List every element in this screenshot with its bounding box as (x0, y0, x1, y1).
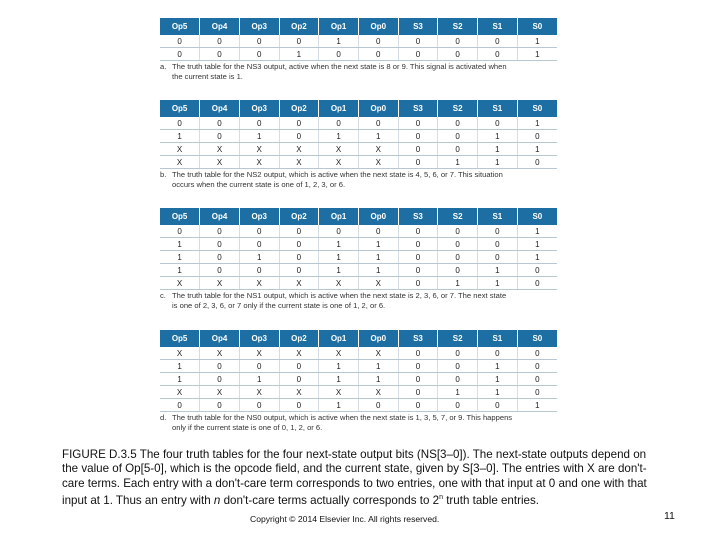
table-cell: 0 (200, 238, 240, 251)
table-cell: 0 (200, 360, 240, 373)
table-cell: X (358, 143, 398, 156)
table-cell: X (200, 156, 240, 169)
table-cell: 0 (239, 48, 279, 61)
table-cell: 0 (200, 35, 240, 48)
table-cell: 0 (160, 48, 200, 61)
table-cell: 0 (517, 360, 557, 373)
table-row (160, 143, 557, 156)
column-header-s2: S2 (438, 18, 478, 35)
table-cell: 1 (319, 399, 359, 412)
table-cell: X (160, 386, 200, 399)
table-cell: 0 (239, 117, 279, 130)
figure-caption-n: n (213, 493, 221, 507)
table-cell: 0 (398, 347, 438, 360)
table-caption-ns3 (160, 62, 562, 81)
table-cell: 1 (517, 35, 557, 48)
table-cell: 0 (358, 35, 398, 48)
table-cell: X (160, 143, 200, 156)
table-cell: 1 (160, 238, 200, 251)
table-cell: 0 (517, 347, 557, 360)
table-cell: 1 (478, 143, 518, 156)
table-cell: 0 (398, 264, 438, 277)
table-cell: 0 (200, 251, 240, 264)
page-number: 11 (664, 510, 675, 522)
column-header-op2: Op2 (279, 330, 319, 347)
truth-table-ns1 (160, 208, 557, 290)
table-cell: 0 (160, 35, 200, 48)
column-header-s2: S2 (438, 100, 478, 117)
table-cell: 0 (398, 386, 438, 399)
table-cell: 0 (438, 35, 478, 48)
table-cell: X (200, 143, 240, 156)
table-cell: 1 (438, 277, 478, 290)
table-cell: 0 (398, 277, 438, 290)
table-caption-ns2 (160, 170, 562, 189)
table-cell: 0 (438, 143, 478, 156)
table-cell: 0 (517, 277, 557, 290)
table-cell: 1 (319, 264, 359, 277)
table-cell: X (279, 386, 319, 399)
table-cell: 1 (517, 48, 557, 61)
table-cell: X (279, 143, 319, 156)
table-cell: 0 (319, 225, 359, 238)
table-caption-ns1 (160, 291, 562, 310)
table-row (160, 360, 557, 373)
caption-line-1: The truth table for the NS0 output, which is active when the next state is 1, 3, 5, 7, or 9. This happens (172, 413, 513, 422)
table-cell: 0 (478, 35, 518, 48)
table-cell: X (319, 277, 359, 290)
table-cell: 0 (438, 373, 478, 386)
table-cell: 0 (398, 35, 438, 48)
table-cell: 1 (517, 399, 557, 412)
table-cell: 1 (358, 238, 398, 251)
column-header-op1: Op1 (319, 18, 359, 35)
table-cell: 1 (319, 35, 359, 48)
table-cell: 0 (319, 117, 359, 130)
table-row (160, 347, 557, 360)
table-cell: 0 (358, 225, 398, 238)
table-cell: 1 (358, 264, 398, 277)
caption-label: c. (160, 291, 166, 300)
caption-line-2: the current state is 1. (172, 71, 243, 81)
table-cell: 0 (398, 225, 438, 238)
caption-line-2: only if the current state is one of 0, 1, 2, or 6. (172, 422, 323, 432)
truth-table-ns3 (160, 18, 557, 61)
column-header-s1: S1 (478, 208, 518, 225)
table-cell: 1 (517, 143, 557, 156)
table-row (160, 277, 557, 290)
table-cell: 0 (438, 360, 478, 373)
table-cell: 1 (239, 251, 279, 264)
table-row (160, 48, 557, 61)
table-cell: 0 (398, 373, 438, 386)
table-cell: 0 (239, 225, 279, 238)
table-cell: 1 (160, 373, 200, 386)
table-cell: 1 (319, 238, 359, 251)
table-row (160, 238, 557, 251)
table-cell: 1 (319, 130, 359, 143)
table-cell: 0 (438, 130, 478, 143)
table-cell: 0 (438, 225, 478, 238)
table-cell: 1 (239, 130, 279, 143)
table-cell: 0 (438, 347, 478, 360)
table-cell: 0 (478, 117, 518, 130)
table-caption-ns0 (160, 413, 562, 432)
caption-line-2: is one of 2, 3, 6, or 7 only if the current state is one of 1, 2, or 6. (172, 300, 386, 310)
figure-caption (62, 448, 662, 508)
column-header-op4: Op4 (200, 208, 240, 225)
table-cell: 1 (358, 130, 398, 143)
table-row (160, 399, 557, 412)
column-header-op5: Op5 (160, 100, 200, 117)
column-header-s1: S1 (478, 100, 518, 117)
table-cell: 1 (319, 360, 359, 373)
table-cell: 0 (319, 48, 359, 61)
table-row (160, 386, 557, 399)
table-cell: 1 (517, 251, 557, 264)
table-cell: 1 (517, 238, 557, 251)
table-cell: 0 (438, 264, 478, 277)
table-cell: 1 (478, 130, 518, 143)
table-header-row (160, 18, 557, 35)
column-header-op0: Op0 (358, 100, 398, 117)
table-cell: 0 (160, 117, 200, 130)
table-cell: 1 (478, 386, 518, 399)
column-header-op5: Op5 (160, 330, 200, 347)
caption-label: b. (160, 170, 167, 179)
column-header-op1: Op1 (319, 100, 359, 117)
table-cell: 0 (398, 360, 438, 373)
table-row (160, 251, 557, 264)
column-header-s2: S2 (438, 330, 478, 347)
table-cell: X (200, 386, 240, 399)
column-header-op3: Op3 (239, 100, 279, 117)
table-cell: X (319, 143, 359, 156)
table-cell: 1 (319, 373, 359, 386)
table-cell: 0 (279, 373, 319, 386)
table-cell: 0 (517, 373, 557, 386)
column-header-op3: Op3 (239, 330, 279, 347)
table-cell: 0 (398, 156, 438, 169)
truth-table-ns1-block (160, 208, 558, 310)
table-cell: 0 (200, 117, 240, 130)
table-cell: 0 (358, 48, 398, 61)
table-cell: X (319, 347, 359, 360)
table-cell: X (279, 347, 319, 360)
table-cell: 1 (160, 264, 200, 277)
truth-table-ns3-block (160, 18, 558, 81)
table-header-row (160, 208, 557, 225)
table-cell: 0 (398, 238, 438, 251)
table-cell: 1 (478, 360, 518, 373)
table-cell: 0 (279, 264, 319, 277)
column-header-op1: Op1 (319, 330, 359, 347)
table-cell: X (319, 156, 359, 169)
table-row (160, 117, 557, 130)
table-cell: 1 (160, 360, 200, 373)
figure-caption-text-end: truth table entries. (442, 493, 540, 507)
caption-label: d. (160, 413, 167, 422)
table-cell: 0 (517, 130, 557, 143)
table-cell: 0 (279, 360, 319, 373)
figure-caption-exponent: n (439, 493, 443, 501)
table-cell: 1 (358, 251, 398, 264)
table-cell: 0 (478, 238, 518, 251)
table-cell: 1 (239, 373, 279, 386)
table-cell: 0 (398, 117, 438, 130)
table-cell: 1 (517, 117, 557, 130)
truth-table-ns0-block (160, 330, 558, 432)
table-cell: X (160, 347, 200, 360)
table-cell: 0 (239, 264, 279, 277)
column-header-s1: S1 (478, 330, 518, 347)
column-header-op0: Op0 (358, 208, 398, 225)
table-cell: 0 (279, 117, 319, 130)
column-header-op0: Op0 (358, 330, 398, 347)
table-cell: 0 (239, 399, 279, 412)
table-cell: 0 (478, 251, 518, 264)
caption-line-2: occurs when the current state is one of 1, 2, 3, or 6. (172, 179, 346, 189)
copyright-notice: Copyright © 2014 Elsevier Inc. All rights reserved. (250, 514, 440, 524)
table-cell: 0 (438, 238, 478, 251)
figure-caption-text: FIGURE D.3.5 The four truth tables for the four next-state output bits (NS[3–0]). The next-state outputs depend on the value of Op[5-0], which is the opcode field, and the current state, given by S[3–0]. The entries with X are don't-care terms. Each entry with a don't-care term corresponds to two entries, one with that input at 0 and one with that input at 1. Thus an entry with (62, 448, 647, 507)
table-row (160, 264, 557, 277)
table-cell: 0 (517, 156, 557, 169)
table-cell: 0 (478, 347, 518, 360)
column-header-s3: S3 (398, 208, 438, 225)
table-cell: 0 (279, 399, 319, 412)
table-cell: 0 (398, 48, 438, 61)
table-cell: X (239, 277, 279, 290)
column-header-op2: Op2 (279, 18, 319, 35)
table-cell: 0 (438, 399, 478, 412)
table-cell: 1 (517, 225, 557, 238)
caption-line-1: The truth table for the NS1 output, which is active when the next state is 2, 3, 6, or 7. The next state (172, 291, 507, 300)
table-cell: 0 (398, 251, 438, 264)
table-cell: X (239, 386, 279, 399)
table-cell: X (358, 156, 398, 169)
table-cell: 0 (200, 130, 240, 143)
column-header-op3: Op3 (239, 18, 279, 35)
table-cell: 0 (160, 225, 200, 238)
table-row (160, 156, 557, 169)
table-cell: 0 (398, 399, 438, 412)
column-header-op2: Op2 (279, 208, 319, 225)
column-header-op5: Op5 (160, 208, 200, 225)
table-cell: 1 (358, 373, 398, 386)
table-cell: 1 (358, 360, 398, 373)
table-cell: 0 (200, 264, 240, 277)
truth-table-ns0 (160, 330, 557, 412)
table-cell: 0 (358, 399, 398, 412)
table-cell: X (160, 156, 200, 169)
table-cell: 1 (160, 130, 200, 143)
table-cell: 0 (438, 117, 478, 130)
column-header-op0: Op0 (358, 18, 398, 35)
table-cell: 0 (398, 130, 438, 143)
column-header-op4: Op4 (200, 100, 240, 117)
table-cell: 0 (279, 238, 319, 251)
table-cell: 0 (358, 117, 398, 130)
truth-table-ns2 (160, 100, 557, 169)
column-header-op4: Op4 (200, 18, 240, 35)
table-cell: 1 (160, 251, 200, 264)
column-header-s0: S0 (517, 208, 557, 225)
table-row (160, 35, 557, 48)
table-cell: 0 (239, 35, 279, 48)
table-cell: 0 (438, 48, 478, 61)
column-header-s0: S0 (517, 100, 557, 117)
column-header-s2: S2 (438, 208, 478, 225)
column-header-op4: Op4 (200, 330, 240, 347)
table-cell: 1 (478, 277, 518, 290)
table-cell: 0 (398, 143, 438, 156)
table-cell: 0 (279, 35, 319, 48)
column-header-s3: S3 (398, 100, 438, 117)
table-row (160, 225, 557, 238)
table-cell: X (358, 277, 398, 290)
table-cell: 0 (200, 373, 240, 386)
column-header-op3: Op3 (239, 208, 279, 225)
table-cell: 0 (239, 360, 279, 373)
caption-line-1: The truth table for the NS2 output, which is active when the next state is 4, 5, 6, or 7. This situation (172, 170, 503, 179)
table-cell: 0 (279, 130, 319, 143)
column-header-s0: S0 (517, 330, 557, 347)
table-cell: 1 (478, 156, 518, 169)
column-header-s3: S3 (398, 330, 438, 347)
table-cell: 0 (478, 399, 518, 412)
table-cell: X (239, 143, 279, 156)
table-cell: 0 (279, 225, 319, 238)
table-cell: 1 (478, 373, 518, 386)
table-cell: X (279, 156, 319, 169)
truth-table-ns2-block (160, 100, 558, 189)
table-cell: 0 (478, 225, 518, 238)
table-cell: X (239, 347, 279, 360)
table-cell: X (239, 156, 279, 169)
table-cell: 0 (279, 251, 319, 264)
caption-label: a. (160, 62, 167, 71)
table-cell: X (358, 386, 398, 399)
figure-caption-text-mid: don't-care terms actually corresponds to 2 (220, 493, 440, 507)
column-header-op1: Op1 (319, 208, 359, 225)
table-cell: 1 (319, 251, 359, 264)
table-cell: 0 (160, 399, 200, 412)
table-cell: X (358, 347, 398, 360)
table-cell: 0 (200, 48, 240, 61)
table-cell: 1 (279, 48, 319, 61)
column-header-s0: S0 (517, 18, 557, 35)
table-header-row (160, 330, 557, 347)
table-row (160, 373, 557, 386)
table-cell: 0 (239, 238, 279, 251)
table-cell: 0 (517, 264, 557, 277)
table-cell: 0 (438, 251, 478, 264)
table-cell: X (319, 386, 359, 399)
column-header-op2: Op2 (279, 100, 319, 117)
table-cell: 0 (200, 225, 240, 238)
table-cell: 0 (200, 399, 240, 412)
column-header-s3: S3 (398, 18, 438, 35)
table-cell: 0 (478, 48, 518, 61)
table-header-row (160, 100, 557, 117)
column-header-s1: S1 (478, 18, 518, 35)
table-cell: 0 (517, 386, 557, 399)
table-cell: X (279, 277, 319, 290)
table-cell: X (160, 277, 200, 290)
table-cell: 1 (438, 386, 478, 399)
column-header-op5: Op5 (160, 18, 200, 35)
table-cell: X (200, 347, 240, 360)
table-row (160, 130, 557, 143)
table-cell: X (200, 277, 240, 290)
table-cell: 1 (438, 156, 478, 169)
table-cell: 1 (478, 264, 518, 277)
caption-line-1: The truth table for the NS3 output, active when the next state is 8 or 9. This signal is activated when (172, 62, 507, 71)
